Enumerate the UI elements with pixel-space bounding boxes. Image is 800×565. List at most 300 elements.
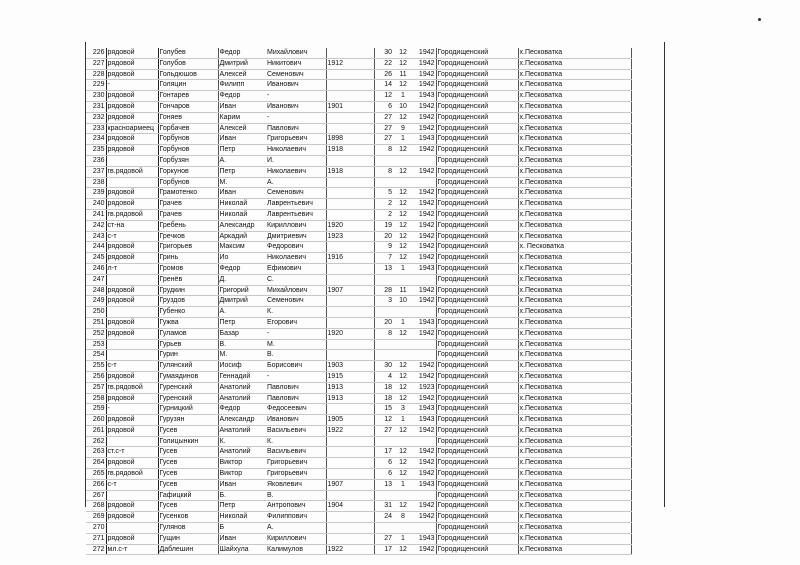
birth-year-cell: 1918 bbox=[326, 166, 374, 177]
burial-place-cell: х.Песковатка bbox=[518, 458, 631, 469]
district-cell: Городищенский bbox=[436, 350, 518, 361]
patronymic-cell: Филиппович bbox=[266, 512, 326, 523]
rank-cell: рядовой bbox=[106, 501, 158, 512]
rank-cell: рядовой bbox=[106, 285, 158, 296]
patronymic-cell: - bbox=[266, 91, 326, 102]
right-margin-line bbox=[664, 42, 665, 507]
patronymic-cell: Яковлевич bbox=[266, 479, 326, 490]
burial-place-cell: х.Песковатка bbox=[518, 469, 631, 480]
death-day-cell bbox=[374, 523, 393, 534]
surname-cell: Голяцин bbox=[158, 80, 218, 91]
rank-cell: рядовой bbox=[106, 134, 158, 145]
death-month-cell: 12 bbox=[393, 220, 413, 231]
death-day-cell: 6 bbox=[374, 469, 393, 480]
table-row bbox=[86, 220, 631, 231]
rank-cell: гв.рядовой bbox=[106, 469, 158, 480]
row-number: 231 bbox=[86, 101, 106, 112]
burial-place-cell: х.Песковатка bbox=[518, 328, 631, 339]
death-year-cell: 1943 bbox=[413, 479, 436, 490]
birth-year-cell bbox=[326, 242, 374, 253]
table-row bbox=[86, 544, 631, 555]
patronymic-cell: Кириллович bbox=[266, 220, 326, 231]
rank-cell: гв.рядовой bbox=[106, 166, 158, 177]
rank-cell bbox=[106, 436, 158, 447]
surname-cell: Гулянский bbox=[158, 361, 218, 372]
row-number: 268 bbox=[86, 501, 106, 512]
district-cell: Городищенский bbox=[436, 458, 518, 469]
first-name-cell: Б. bbox=[218, 490, 266, 501]
burial-place-cell: х.Песковатка bbox=[518, 220, 631, 231]
row-number: 240 bbox=[86, 199, 106, 210]
patronymic-cell: С. bbox=[266, 274, 326, 285]
district-cell: Городищенский bbox=[436, 501, 518, 512]
first-name-cell: А. bbox=[218, 307, 266, 318]
burial-place-cell: х.Песковатка bbox=[518, 134, 631, 145]
first-name-cell: Иван bbox=[218, 533, 266, 544]
death-day-cell: 12 bbox=[374, 91, 393, 102]
burial-place-cell: х.Песковатка bbox=[518, 339, 631, 350]
death-day-cell: 20 bbox=[374, 231, 393, 242]
table-row bbox=[86, 436, 631, 447]
row-number: 272 bbox=[86, 544, 106, 555]
burial-place-cell: х.Песковатка bbox=[518, 512, 631, 523]
birth-year-cell bbox=[326, 317, 374, 328]
death-month-cell: 12 bbox=[393, 231, 413, 242]
burial-place-cell: х.Песковатка bbox=[518, 404, 631, 415]
table-row bbox=[86, 188, 631, 199]
death-month-cell bbox=[393, 274, 413, 285]
death-month-cell: 1 bbox=[393, 263, 413, 274]
patronymic-cell: И. bbox=[266, 155, 326, 166]
first-name-cell: Иван bbox=[218, 101, 266, 112]
first-name-cell: Аркадий bbox=[218, 231, 266, 242]
patronymic-cell: Егорович bbox=[266, 317, 326, 328]
table-row bbox=[86, 145, 631, 156]
first-name-cell: Филипп bbox=[218, 80, 266, 91]
death-year-cell: 1942 bbox=[413, 425, 436, 436]
surname-cell: Гужва bbox=[158, 317, 218, 328]
death-day-cell: 3 bbox=[374, 296, 393, 307]
birth-year-cell bbox=[326, 350, 374, 361]
death-day-cell: 7 bbox=[374, 253, 393, 264]
district-cell: Городищенский bbox=[436, 533, 518, 544]
burial-place-cell: х.Песковатка bbox=[518, 80, 631, 91]
patronymic-cell: Антропович bbox=[266, 501, 326, 512]
death-day-cell: 17 bbox=[374, 447, 393, 458]
birth-year-cell bbox=[326, 209, 374, 220]
death-month-cell: 12 bbox=[393, 425, 413, 436]
first-name-cell: Иван bbox=[218, 188, 266, 199]
death-month-cell: 11 bbox=[393, 69, 413, 80]
death-day-cell bbox=[374, 436, 393, 447]
district-cell: Городищенский bbox=[436, 436, 518, 447]
burial-place-cell: х.Песковатка bbox=[518, 523, 631, 534]
death-month-cell: 3 bbox=[393, 404, 413, 415]
rank-cell bbox=[106, 177, 158, 188]
surname-cell: Гусенков bbox=[158, 512, 218, 523]
patronymic-cell: Калимулов bbox=[266, 544, 326, 555]
rank-cell: - bbox=[106, 404, 158, 415]
death-year-cell: 1942 bbox=[413, 361, 436, 372]
district-cell: Городищенский bbox=[436, 209, 518, 220]
row-number: 270 bbox=[86, 523, 106, 534]
table-row bbox=[86, 317, 631, 328]
burial-place-cell: х.Песковатка bbox=[518, 436, 631, 447]
death-year-cell: 1942 bbox=[413, 393, 436, 404]
table-row bbox=[86, 48, 631, 58]
first-name-cell: М. bbox=[218, 350, 266, 361]
table-row bbox=[86, 469, 631, 480]
surname-cell: Гуренский bbox=[158, 393, 218, 404]
district-cell: Городищенский bbox=[436, 177, 518, 188]
death-year-cell: 1942 bbox=[413, 296, 436, 307]
table-row bbox=[86, 263, 631, 274]
row-number: 269 bbox=[86, 512, 106, 523]
district-cell: Городищенский bbox=[436, 425, 518, 436]
burial-place-cell: х.Песковатка bbox=[518, 382, 631, 393]
rank-cell: с-т bbox=[106, 479, 158, 490]
burial-place-cell: х.Песковатка bbox=[518, 231, 631, 242]
rank-cell: рядовой bbox=[106, 48, 158, 58]
death-year-cell: 1942 bbox=[413, 69, 436, 80]
birth-year-cell: 1903 bbox=[326, 361, 374, 372]
table-row bbox=[86, 361, 631, 372]
birth-year-cell bbox=[326, 91, 374, 102]
birth-year-cell bbox=[326, 48, 374, 58]
surname-cell: Губенко bbox=[158, 307, 218, 318]
row-number: 252 bbox=[86, 328, 106, 339]
death-year-cell: 1942 bbox=[413, 209, 436, 220]
birth-year-cell bbox=[326, 80, 374, 91]
patronymic-cell: - bbox=[266, 371, 326, 382]
surname-cell: Голицынкин bbox=[158, 436, 218, 447]
patronymic-cell: К. bbox=[266, 436, 326, 447]
patronymic-cell: Федосеевич bbox=[266, 404, 326, 415]
surname-cell: Горбузян bbox=[158, 155, 218, 166]
death-year-cell: 1942 bbox=[413, 58, 436, 69]
district-cell: Городищенский bbox=[436, 48, 518, 58]
district-cell: Городищенский bbox=[436, 112, 518, 123]
birth-year-cell bbox=[326, 339, 374, 350]
first-name-cell: М. bbox=[218, 177, 266, 188]
death-day-cell: 8 bbox=[374, 166, 393, 177]
first-name-cell: Шайхула bbox=[218, 544, 266, 555]
burial-roster-table bbox=[86, 48, 632, 555]
rank-cell: рядовой bbox=[106, 145, 158, 156]
death-day-cell bbox=[374, 339, 393, 350]
row-number: 238 bbox=[86, 177, 106, 188]
first-name-cell: Максим bbox=[218, 242, 266, 253]
death-month-cell: 11 bbox=[393, 285, 413, 296]
death-day-cell bbox=[374, 490, 393, 501]
rank-cell: рядовой bbox=[106, 415, 158, 426]
death-month-cell: 1 bbox=[393, 134, 413, 145]
table-row bbox=[86, 134, 631, 145]
rank-cell: гв.рядовой bbox=[106, 382, 158, 393]
row-number: 260 bbox=[86, 415, 106, 426]
district-cell: Городищенский bbox=[436, 404, 518, 415]
patronymic-cell: Николаевич bbox=[266, 166, 326, 177]
rank-cell: рядовой bbox=[106, 371, 158, 382]
row-number: 254 bbox=[86, 350, 106, 361]
rank-cell: рядовой bbox=[106, 425, 158, 436]
birth-year-cell bbox=[326, 469, 374, 480]
death-day-cell: 4 bbox=[374, 371, 393, 382]
birth-year-cell bbox=[326, 263, 374, 274]
birth-year-cell bbox=[326, 533, 374, 544]
patronymic-cell: Федорович bbox=[266, 242, 326, 253]
rank-cell bbox=[106, 339, 158, 350]
first-name-cell: А. bbox=[218, 155, 266, 166]
death-year-cell: 1942 bbox=[413, 458, 436, 469]
death-month-cell: 12 bbox=[393, 501, 413, 512]
burial-place-cell: х.Песковатка bbox=[518, 166, 631, 177]
patronymic-cell: Никитович bbox=[266, 58, 326, 69]
rank-cell: рядовой bbox=[106, 512, 158, 523]
burial-place-cell: х.Песковатка bbox=[518, 533, 631, 544]
patronymic-cell: - bbox=[266, 328, 326, 339]
burial-place-cell: х.Песковатка bbox=[518, 296, 631, 307]
first-name-cell: Петр bbox=[218, 501, 266, 512]
burial-place-cell: х.Песковатка bbox=[518, 415, 631, 426]
death-day-cell: 12 bbox=[374, 415, 393, 426]
birth-year-cell bbox=[326, 188, 374, 199]
surname-cell: Горбачев bbox=[158, 123, 218, 134]
surname-cell: Гуламов bbox=[158, 328, 218, 339]
rank-cell bbox=[106, 274, 158, 285]
burial-place-cell: х.Песковатка bbox=[518, 48, 631, 58]
patronymic-cell: Лаврентьевич bbox=[266, 209, 326, 220]
district-cell: Городищенский bbox=[436, 523, 518, 534]
surname-cell: Гулянов bbox=[158, 523, 218, 534]
first-name-cell: Федор bbox=[218, 404, 266, 415]
birth-year-cell: 1918 bbox=[326, 145, 374, 156]
surname-cell: Грачев bbox=[158, 199, 218, 210]
surname-cell: Громов bbox=[158, 263, 218, 274]
district-cell: Городищенский bbox=[436, 123, 518, 134]
first-name-cell: Анатолий bbox=[218, 447, 266, 458]
row-number: 229 bbox=[86, 80, 106, 91]
death-month-cell: 12 bbox=[393, 209, 413, 220]
first-name-cell: Петр bbox=[218, 145, 266, 156]
patronymic-cell: В. bbox=[266, 350, 326, 361]
row-number: 257 bbox=[86, 382, 106, 393]
death-day-cell: 27 bbox=[374, 123, 393, 134]
burial-place-cell: х.Песковатка bbox=[518, 199, 631, 210]
patronymic-cell: Павлович bbox=[266, 123, 326, 134]
first-name-cell: Алексей bbox=[218, 123, 266, 134]
row-number: 250 bbox=[86, 307, 106, 318]
death-month-cell: 12 bbox=[393, 382, 413, 393]
death-year-cell: 1942 bbox=[413, 231, 436, 242]
death-year-cell: 1943 bbox=[413, 91, 436, 102]
patronymic-cell: К. bbox=[266, 307, 326, 318]
surname-cell: Горбунов bbox=[158, 145, 218, 156]
district-cell: Городищенский bbox=[436, 231, 518, 242]
birth-year-cell bbox=[326, 69, 374, 80]
death-month-cell: 12 bbox=[393, 48, 413, 58]
row-number: 246 bbox=[86, 263, 106, 274]
table-row bbox=[86, 58, 631, 69]
surname-cell: Гурницкий bbox=[158, 404, 218, 415]
table-row bbox=[86, 425, 631, 436]
first-name-cell: Петр bbox=[218, 166, 266, 177]
patronymic-cell: А. bbox=[266, 177, 326, 188]
birth-year-cell: 1915 bbox=[326, 371, 374, 382]
death-year-cell bbox=[413, 350, 436, 361]
surname-cell: Горбунов bbox=[158, 177, 218, 188]
death-day-cell: 19 bbox=[374, 220, 393, 231]
district-cell: Городищенский bbox=[436, 479, 518, 490]
death-day-cell: 30 bbox=[374, 48, 393, 58]
rank-cell: гв.рядовой bbox=[106, 209, 158, 220]
death-month-cell: 12 bbox=[393, 328, 413, 339]
row-number: 232 bbox=[86, 112, 106, 123]
first-name-cell: Николай bbox=[218, 512, 266, 523]
table-row bbox=[86, 80, 631, 91]
death-month-cell: 12 bbox=[393, 469, 413, 480]
district-cell: Городищенский bbox=[436, 285, 518, 296]
surname-cell: Голубов bbox=[158, 58, 218, 69]
birth-year-cell bbox=[326, 512, 374, 523]
row-number: 239 bbox=[86, 188, 106, 199]
birth-year-cell bbox=[326, 155, 374, 166]
death-year-cell: 1923 bbox=[413, 382, 436, 393]
death-month-cell bbox=[393, 307, 413, 318]
death-day-cell: 24 bbox=[374, 512, 393, 523]
burial-place-cell: х.Песковатка bbox=[518, 371, 631, 382]
burial-place-cell: х.Песковатка bbox=[518, 544, 631, 555]
death-year-cell bbox=[413, 155, 436, 166]
death-year-cell: 1942 bbox=[413, 253, 436, 264]
birth-year-cell bbox=[326, 307, 374, 318]
death-year-cell: 1942 bbox=[413, 544, 436, 555]
surname-cell: Гонтарев bbox=[158, 91, 218, 102]
patronymic-cell: Иванович bbox=[266, 415, 326, 426]
death-day-cell: 27 bbox=[374, 134, 393, 145]
rank-cell bbox=[106, 490, 158, 501]
burial-place-cell: х.Песковатка bbox=[518, 274, 631, 285]
death-day-cell: 6 bbox=[374, 101, 393, 112]
first-name-cell: Карим bbox=[218, 112, 266, 123]
death-year-cell: 1942 bbox=[413, 188, 436, 199]
death-year-cell: 1942 bbox=[413, 328, 436, 339]
death-month-cell: 1 bbox=[393, 415, 413, 426]
rank-cell: рядовой bbox=[106, 199, 158, 210]
district-cell: Городищенский bbox=[436, 447, 518, 458]
rank-cell bbox=[106, 350, 158, 361]
table-row bbox=[86, 69, 631, 80]
table-row bbox=[86, 382, 631, 393]
first-name-cell: Иосиф bbox=[218, 361, 266, 372]
district-cell: Городищенский bbox=[436, 382, 518, 393]
patronymic-cell: Лаврентьевич bbox=[266, 199, 326, 210]
district-cell: Городищенский bbox=[436, 69, 518, 80]
row-number: 230 bbox=[86, 91, 106, 102]
row-number: 234 bbox=[86, 134, 106, 145]
first-name-cell: Геннадий bbox=[218, 371, 266, 382]
birth-year-cell: 1907 bbox=[326, 479, 374, 490]
district-cell: Городищенский bbox=[436, 242, 518, 253]
surname-cell: Гущин bbox=[158, 533, 218, 544]
death-month-cell: 12 bbox=[393, 393, 413, 404]
table-row bbox=[86, 393, 631, 404]
district-cell: Городищенский bbox=[436, 101, 518, 112]
death-month-cell: 12 bbox=[393, 447, 413, 458]
first-name-cell: Ио bbox=[218, 253, 266, 264]
birth-year-cell: 1904 bbox=[326, 501, 374, 512]
death-year-cell: 1942 bbox=[413, 112, 436, 123]
death-month-cell bbox=[393, 177, 413, 188]
birth-year-cell bbox=[326, 296, 374, 307]
burial-place-cell: х.Песковатка bbox=[518, 393, 631, 404]
table-row bbox=[86, 350, 631, 361]
rank-cell: с-т bbox=[106, 231, 158, 242]
first-name-cell: Алексей bbox=[218, 69, 266, 80]
table-row bbox=[86, 177, 631, 188]
rank-cell: ст-на bbox=[106, 220, 158, 231]
death-day-cell: 28 bbox=[374, 285, 393, 296]
surname-cell: Гусев bbox=[158, 501, 218, 512]
birth-year-cell: 1922 bbox=[326, 544, 374, 555]
burial-place-cell: х.Песковатка bbox=[518, 69, 631, 80]
district-cell: Городищенский bbox=[436, 58, 518, 69]
death-month-cell: 12 bbox=[393, 112, 413, 123]
row-number: 255 bbox=[86, 361, 106, 372]
death-year-cell bbox=[413, 436, 436, 447]
death-month-cell: 1 bbox=[393, 317, 413, 328]
corner-dot bbox=[758, 18, 761, 21]
district-cell: Городищенский bbox=[436, 415, 518, 426]
rank-cell: рядовой bbox=[106, 533, 158, 544]
table-row bbox=[86, 296, 631, 307]
death-day-cell: 13 bbox=[374, 263, 393, 274]
patronymic-cell: Семенович bbox=[266, 296, 326, 307]
district-cell: Городищенский bbox=[436, 166, 518, 177]
row-number: 236 bbox=[86, 155, 106, 166]
table-row bbox=[86, 155, 631, 166]
death-day-cell: 20 bbox=[374, 317, 393, 328]
patronymic-cell: Кириллович bbox=[266, 533, 326, 544]
death-year-cell: 1942 bbox=[413, 371, 436, 382]
row-number: 265 bbox=[86, 469, 106, 480]
death-year-cell: 1942 bbox=[413, 123, 436, 134]
death-month-cell: 12 bbox=[393, 458, 413, 469]
birth-year-cell: 1913 bbox=[326, 382, 374, 393]
surname-cell: Григорьев bbox=[158, 242, 218, 253]
rank-cell bbox=[106, 155, 158, 166]
district-cell: Городищенский bbox=[436, 199, 518, 210]
birth-year-cell bbox=[326, 177, 374, 188]
death-month-cell: 12 bbox=[393, 199, 413, 210]
patronymic-cell: Николаевич bbox=[266, 253, 326, 264]
rank-cell: рядовой bbox=[106, 458, 158, 469]
birth-year-cell bbox=[326, 458, 374, 469]
patronymic-cell: Григорьевич bbox=[266, 134, 326, 145]
burial-place-cell: х.Песковатка bbox=[518, 361, 631, 372]
death-month-cell: 12 bbox=[393, 58, 413, 69]
surname-cell: Гоняев bbox=[158, 112, 218, 123]
birth-year-cell: 1920 bbox=[326, 328, 374, 339]
roster-body bbox=[86, 48, 631, 555]
surname-cell: Гуренский bbox=[158, 382, 218, 393]
patronymic-cell: Николаевич bbox=[266, 145, 326, 156]
first-name-cell: Дмитрий bbox=[218, 296, 266, 307]
death-day-cell: 27 bbox=[374, 533, 393, 544]
death-month-cell: 12 bbox=[393, 371, 413, 382]
first-name-cell: Федор bbox=[218, 91, 266, 102]
death-year-cell bbox=[413, 177, 436, 188]
